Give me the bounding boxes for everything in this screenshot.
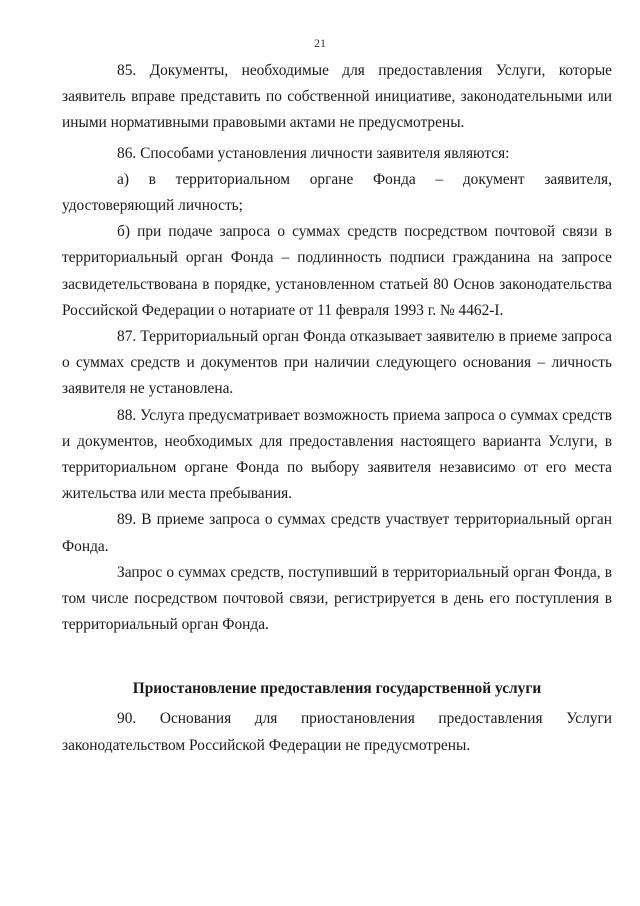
paragraph-85: 85. Документы, необходимые для предоставления Услуги, которые заявитель вправе представить по собственной инициативе, законодательными или иными нормативными правовыми актами не предусмотрены.	[62, 62, 612, 132]
paragraph-86-a: а) в территориальном органе Фонда – документ заявителя, удостоверяющий личность;	[62, 170, 612, 215]
paragraph-86-b: б) при подаче запроса о суммах средств посредством почтовой связи в территориальный орган Фонда – подлинность подписи гражданина на запросе засвидетельствована в порядке, установленном статьей 80 Основ законодательства Российской Федерации о нотариате от 11 февраля 1993 г. № 4462-I.	[62, 223, 612, 319]
paragraph-89-request: Запрос о суммах средств, поступивший в территориальный орган Фонда, в том числе посредством почтовой связи, регистрируется в день его поступления в территориальный орган Фонда.	[62, 563, 612, 634]
paragraph-88: 88. Услуга предусматривает возможность приема запроса о суммах средств и документов, необходимых для предоставления настоящего варианта Услуги, в территориальном органе Фонда по выбору заявителя независимо от его места жительства или места пребывания.	[62, 406, 612, 503]
document-body	[62, 58, 612, 759]
paragraph-89: 89. В приеме запроса о суммах средств участвует территориальный орган Фонда.	[62, 511, 612, 555]
paragraph-90: 90. Основания для приостановления предоставления Услуги законодательством Российской Федерации не предусмотрены.	[62, 710, 612, 754]
paragraph-86: 86. Способами установления личности заявителя являются:	[117, 144, 510, 162]
page-number: 21	[314, 36, 326, 50]
paragraph-87: 87. Территориальный орган Фонда отказывает заявителю в приеме запроса о суммах средств и документов при наличии следующего основания – личность заявителя не установлена.	[62, 328, 612, 398]
section-heading: Приостановление предоставления государственной услуги	[132, 680, 542, 698]
